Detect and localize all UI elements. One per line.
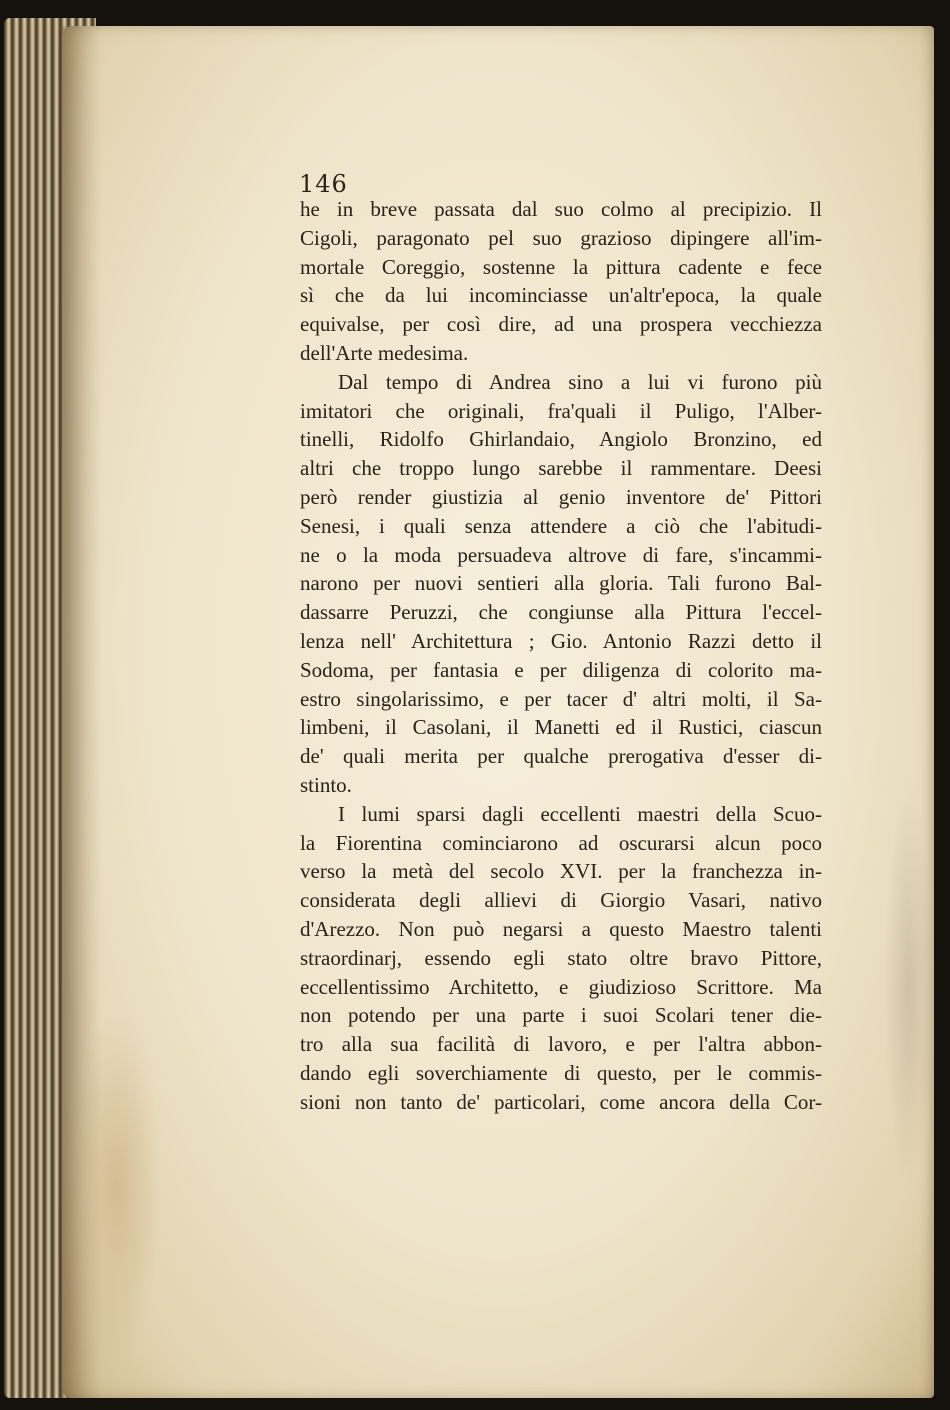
text-line: mortale Coreggio, sostenne la pittura cadente e fece (300, 254, 822, 279)
text-line: narono per nuovi sentieri alla gloria. Tali furono Bal- (300, 571, 822, 596)
foxing-stain (72, 1006, 162, 1366)
text-line: I lumi sparsi dagli eccellenti maestri della Scuo- (338, 801, 822, 826)
foxing-stain (884, 786, 934, 1186)
text-line: imitatori che originali, fra'quali il Puligo, l'Alber- (300, 398, 822, 423)
text-line: altri che troppo lungo sarebbe il rammentare. Deesi (300, 456, 822, 481)
text-line: la Fiorentina cominciarono ad oscurarsi alcun poco (300, 830, 822, 855)
text-line: stinto. (300, 772, 352, 797)
text-line: d'Arezzo. Non può negarsi a questo Maestro talenti (300, 916, 822, 941)
text-line: dando egli soverchiamente di questo, per le commis- (300, 1060, 822, 1085)
text-line: straordinarj, essendo egli stato oltre bravo Pittore, (300, 945, 822, 970)
body-text (300, 195, 822, 1117)
text-line: he in breve passata dal suo colmo al precipizio. Il (300, 197, 822, 221)
text-line: sì che da lui incominciasse un'altr'epoca, la quale (300, 283, 822, 308)
text-line: tro alla sua facilità di lavoro, e per l'altra abbon- (300, 1032, 822, 1057)
text-line: verso la metà del secolo XVI. per la franchezza in- (300, 859, 822, 884)
text-line: Senesi, i quali senza attendere a ciò che l'abitudi- (300, 513, 822, 538)
text-line: de' quali merita per qualche prerogativa d'esser di- (300, 744, 822, 769)
text-line: dassarre Peruzzi, che congiunse alla Pittura l'eccel- (300, 600, 822, 625)
text-line: però render giustizia al genio inventore de' Pittori (300, 484, 822, 509)
text-line: Sodoma, per fantasia e per diligenza di colorito ma- (300, 657, 822, 682)
text-line: estro singolarissimo, e per tacer d' altri molti, il Sa- (300, 686, 822, 711)
text-line: ne o la moda persuadeva altrove di fare, s'incammi- (300, 542, 822, 567)
text-line: Cigoli, paragonato pel suo grazioso dipingere all'im- (300, 225, 822, 250)
text-line: considerata degli allievi di Giorgio Vasari, nativo (300, 888, 822, 913)
text-line: limbeni, il Casolani, il Manetti ed il Rustici, ciascun (300, 715, 822, 740)
text-line: non potendo per una parte i suoi Scolari tener die- (300, 1003, 822, 1028)
text-line: sioni non tanto de' particolari, come ancora della Cor- (300, 1089, 822, 1114)
text-line: equivalse, per così dire, ad una prospera vecchiezza (300, 312, 822, 337)
text-line: eccellentissimo Architetto, e giudizioso Scrittore. Ma (300, 974, 822, 999)
text-line: dell'Arte medesima. (300, 340, 469, 365)
text-line: lenza nell' Architettura ; Gio. Antonio Razzi detto il (300, 628, 822, 653)
page-number: 146 (299, 170, 348, 198)
text-line: tinelli, Ridolfo Ghirlandaio, Angiolo Bronzino, ed (300, 427, 822, 452)
text-line: Dal tempo di Andrea sino a lui vi furono più (338, 369, 822, 394)
